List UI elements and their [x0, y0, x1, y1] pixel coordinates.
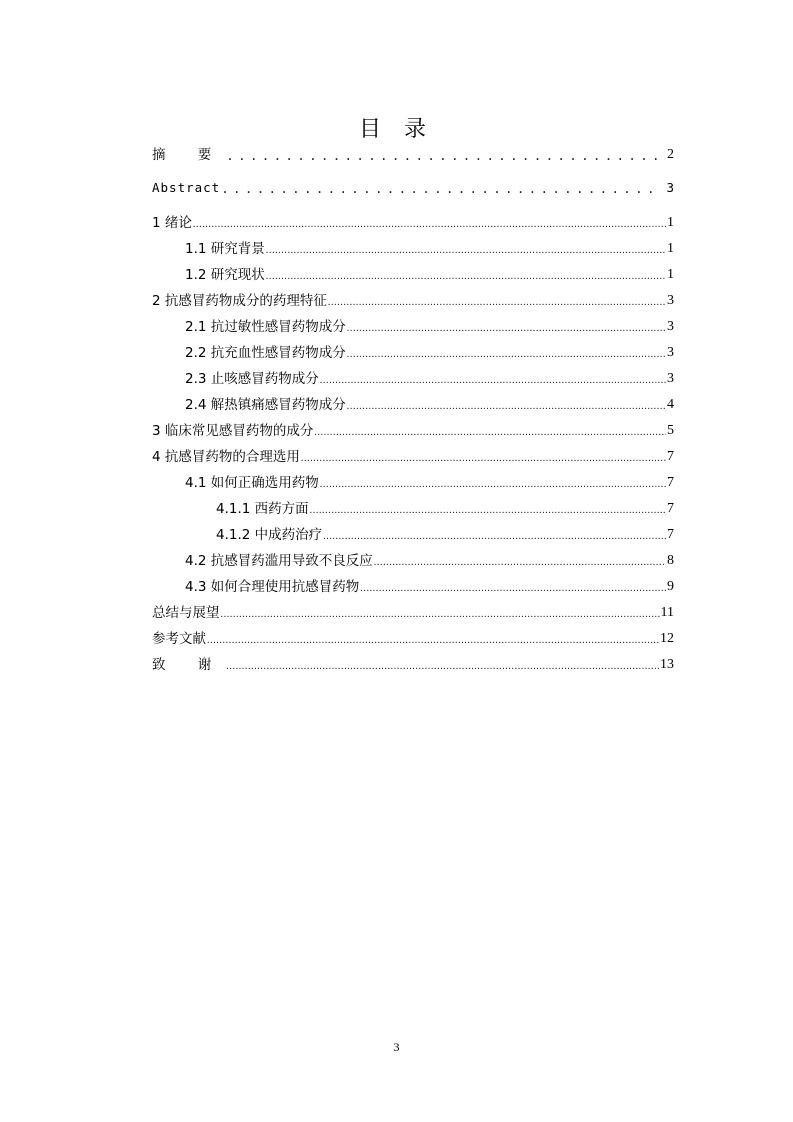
toc-leader-dots	[328, 296, 666, 310]
toc-entry-label: 2.3 止咳感冒药物成分	[185, 371, 319, 387]
toc-entry-page: 1	[667, 215, 674, 230]
toc-entry-section-2-3[interactable]	[185, 366, 674, 388]
toc-entry-page: 3	[667, 293, 674, 308]
toc-leader-dots	[320, 374, 666, 388]
toc-leader-dots	[374, 556, 666, 570]
toc-leader-dots	[347, 400, 666, 414]
toc-entry-section-1-2[interactable]	[185, 262, 674, 284]
toc-entry-section-4-1-2[interactable]	[216, 522, 674, 544]
toc-entry-label: 2.2 抗充血性感冒药物成分	[185, 345, 346, 361]
toc-entry-section-4-1-1[interactable]	[216, 496, 674, 518]
toc-entry-page: 3	[667, 319, 674, 334]
toc-entry-page: 1	[667, 241, 674, 256]
toc-entry-chapter-3[interactable]	[152, 418, 674, 440]
toc-entry-page: 4	[667, 397, 674, 412]
toc-entry-label: 1.1 研究背景	[185, 241, 265, 257]
toc-entry-page: 9	[667, 579, 674, 594]
toc-entry-section-1-1[interactable]	[185, 236, 674, 258]
toc-entry-section-4-3[interactable]	[185, 574, 674, 596]
toc-entry-acknowledgements[interactable]	[152, 652, 674, 674]
toc-entry-section-2-2[interactable]	[185, 340, 674, 362]
toc-entry-page: 7	[667, 475, 674, 490]
toc-leader-dots	[226, 660, 659, 674]
toc-entry-chapter-1[interactable]	[152, 210, 674, 232]
toc-entry-page: 5	[667, 423, 674, 438]
toc-entry-section-2-1[interactable]	[185, 314, 674, 336]
toc-entry-page: 8	[667, 553, 674, 568]
toc-leader-dots	[226, 148, 666, 164]
toc-entry-page: 3	[667, 371, 674, 386]
toc-entry-page: 12	[660, 631, 674, 646]
toc-entry-section-4-2[interactable]	[185, 548, 674, 570]
toc-leader-dots	[221, 181, 661, 197]
toc-entry-label: 3 临床常见感冒药物的成分	[152, 423, 314, 439]
toc-leader-dots	[314, 426, 666, 440]
toc-entry-label: 2.4 解热镇痛感冒药物成分	[185, 397, 346, 413]
toc-entry-abstract-cn[interactable]	[152, 142, 674, 164]
toc-entry-page: 7	[667, 449, 674, 464]
toc-entry-page: 13	[660, 657, 674, 672]
toc-entry-label: 4.1.1 西药方面	[216, 501, 309, 517]
page-number: 3	[393, 1040, 400, 1054]
toc-entry-label: 总结与展望	[152, 605, 220, 621]
toc-entry-page: 3	[666, 180, 674, 195]
toc-entry-section-4-1[interactable]	[185, 470, 674, 492]
toc-entry-references[interactable]	[152, 626, 674, 648]
toc-entry-label: 4.3 如何合理使用抗感冒药物	[185, 579, 360, 595]
toc-entry-page: 2	[667, 147, 674, 162]
toc-entry-page: 7	[667, 527, 674, 542]
toc-entry-page: 1	[667, 267, 674, 282]
toc-leader-dots	[310, 504, 666, 518]
toc-entry-label: 1 绪论	[152, 215, 192, 231]
toc-entry-chapter-4[interactable]	[152, 444, 674, 466]
toc-leader-dots	[193, 218, 666, 232]
toc-entry-label: 摘 要	[152, 147, 226, 163]
toc-leader-dots	[320, 478, 666, 492]
toc-entry-page: 7	[667, 501, 674, 516]
toc-entry-label: 2.1 抗过敏性感冒药物成分	[185, 319, 346, 335]
toc-entry-summary[interactable]	[152, 600, 674, 622]
toc-entry-page: 11	[660, 605, 674, 620]
toc-entry-chapter-2[interactable]	[152, 288, 674, 310]
toc-leader-dots	[323, 530, 666, 544]
toc-entry-page: 3	[667, 345, 674, 360]
toc-leader-dots	[221, 608, 660, 622]
toc-entry-label: 4.1.2 中成药治疗	[216, 527, 323, 543]
toc-entry-label: 致 谢	[152, 657, 226, 673]
toc-entry-label: 4.1 如何正确选用药物	[185, 475, 319, 491]
toc-leader-dots	[266, 244, 666, 258]
toc-entry-label: 2 抗感冒药物成分的药理特征	[152, 293, 327, 309]
toc-entry-label: 1.2 研究现状	[185, 267, 265, 283]
toc-leader-dots	[266, 270, 666, 284]
toc-leader-dots	[347, 322, 666, 336]
toc-leader-dots	[360, 582, 666, 596]
toc-leader-dots	[347, 348, 666, 362]
toc-entry-label: 4.2 抗感冒药滥用导致不良反应	[185, 553, 373, 569]
toc-entry-section-2-4[interactable]	[185, 392, 674, 414]
toc-leader-dots	[207, 634, 659, 648]
toc-entry-abstract-en[interactable]	[152, 175, 674, 197]
toc-entry-label: 4 抗感冒药物的合理选用	[152, 449, 300, 465]
toc-title: 目 录	[359, 117, 434, 142]
toc-leader-dots	[301, 452, 666, 466]
toc-entry-label: 参考文献	[152, 631, 206, 647]
toc-entry-label: Abstract	[152, 180, 221, 195]
